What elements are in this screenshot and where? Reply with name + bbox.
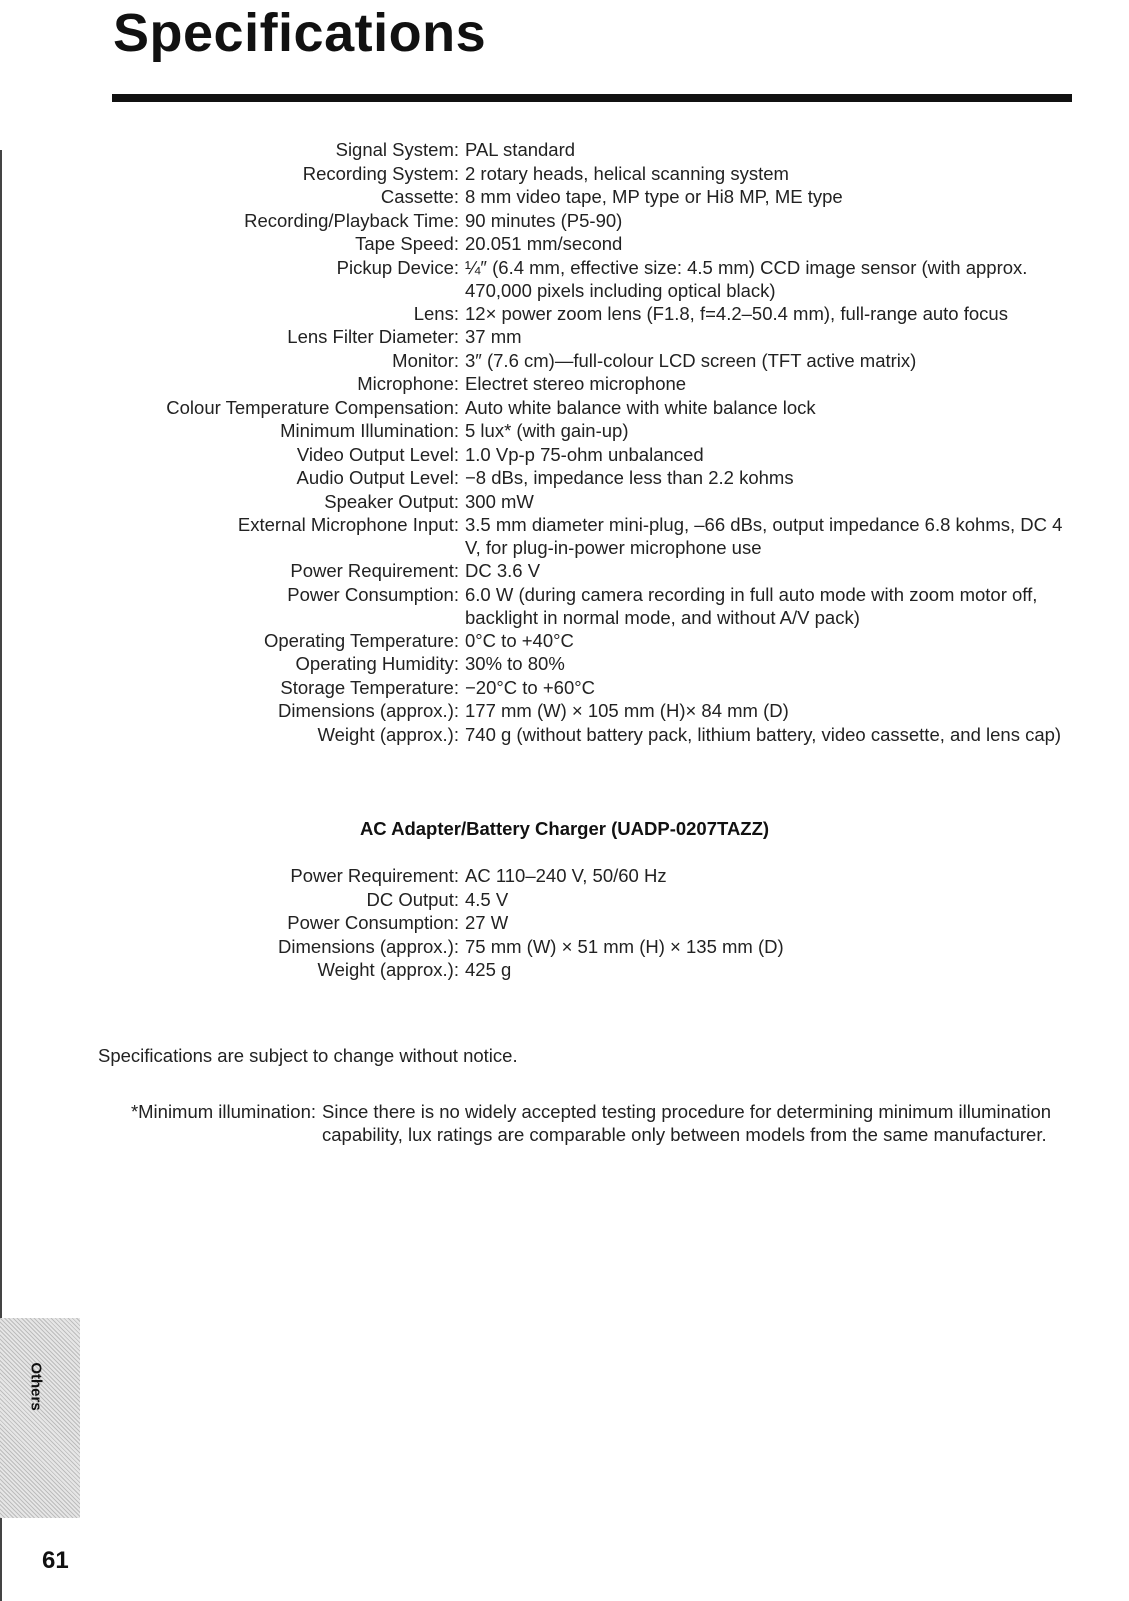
- spec-label: Pickup Device:: [336, 256, 459, 278]
- spec-label: Signal System:: [335, 139, 459, 160]
- spec-row-speaker-output: [0, 490, 1129, 514]
- spec-label: Weight (approx.):: [317, 723, 459, 745]
- adapter-row-dc-output: [0, 888, 1129, 912]
- spec-label: Tape Speed:: [355, 233, 459, 254]
- spec-label: Speaker Output:: [324, 490, 459, 512]
- spec-value: Electret stereo microphone: [465, 373, 687, 394]
- spec-label: Weight (approx.):: [317, 959, 459, 980]
- spec-row-external-mic: [0, 513, 1129, 559]
- spec-label: External Microphone Input:: [237, 514, 459, 535]
- spec-value: AC 110–240 V, 50/60 Hz: [465, 865, 667, 886]
- adapter-row-power-requirement: [0, 864, 1129, 888]
- spec-value: 8 mm video tape, MP type or Hi8 MP, ME type: [465, 186, 843, 207]
- camera-spec-list: [0, 138, 1129, 746]
- spec-label: Dimensions (approx.):: [278, 700, 459, 721]
- adapter-row-power-consumption: [0, 911, 1129, 935]
- side-tab-text: Others: [27, 1362, 45, 1411]
- spec-value: 3″ (7.6 cm)—full-colour LCD screen (TFT active matrix): [465, 349, 917, 371]
- spec-row-lens-filter: [0, 325, 1129, 349]
- spec-value: PAL standard: [465, 139, 576, 160]
- spec-label: Operating Humidity:: [295, 653, 459, 674]
- spec-label: Dimensions (approx.):: [278, 935, 459, 957]
- spec-row-storage-temperature: [0, 676, 1129, 700]
- spec-label: Storage Temperature:: [280, 676, 459, 698]
- spec-value: 5 lux* (with gain-up): [465, 420, 629, 441]
- spec-label: Power Requirement:: [290, 865, 459, 886]
- spec-value: 90 minutes (P5-90): [465, 209, 623, 231]
- spec-value: 20.051 mm/second: [465, 233, 623, 254]
- spec-value: 37 mm: [465, 326, 522, 347]
- spec-value: −20°C to +60°C: [465, 676, 595, 698]
- spec-label: Recording/Playback Time:: [244, 209, 459, 231]
- spec-value: 0°C to +40°C: [465, 629, 574, 651]
- title-rule: [112, 94, 1072, 102]
- footnote-text: Since there is no widely accepted testing procedure for determining minimum illumination capability, lux ratings are comparable only between models from the same manufacturer.: [322, 1101, 1052, 1145]
- spec-label: Operating Temperature:: [263, 629, 459, 651]
- spec-value: 3.5 mm diameter mini-plug, –66 dBs, output impedance 6.8 kohms, DC 4 V, for plug-in-power microphone use: [465, 514, 1063, 558]
- adapter-row-dimensions: [0, 935, 1129, 959]
- spec-row-power-consumption: [0, 583, 1129, 629]
- spec-label: Cassette:: [380, 186, 459, 207]
- spec-label: Minimum Illumination:: [280, 420, 459, 441]
- spec-row-dimensions: [0, 699, 1129, 723]
- footnote-label: *Minimum illumination:: [130, 1101, 316, 1122]
- spec-label: Power Requirement:: [290, 560, 459, 581]
- spec-row-power-requirement: [0, 559, 1129, 583]
- spec-row-monitor: [0, 349, 1129, 373]
- spec-value: Auto white balance with white balance lock: [465, 396, 816, 418]
- spec-row-video-output: [0, 443, 1129, 467]
- page-number: 61: [42, 1547, 69, 1574]
- spec-value: DC 3.6 V: [465, 560, 541, 581]
- spec-value: 300 mW: [465, 490, 534, 512]
- spec-value: 740 g (without battery pack, lithium battery, video cassette, and lens cap): [465, 723, 1062, 745]
- footnote-row: [0, 1100, 1129, 1146]
- spec-row-recording-time: [0, 209, 1129, 233]
- spec-value: 4.5 V: [465, 888, 509, 910]
- spec-row-operating-humidity: [0, 652, 1129, 676]
- spec-value: 425 g: [465, 959, 512, 980]
- spec-label: Microphone:: [357, 373, 459, 394]
- spec-value: −8 dBs, impedance less than 2.2 kohms: [465, 467, 794, 488]
- spec-value: 1.0 Vp-p 75-ohm unbalanced: [465, 443, 704, 465]
- spec-row-cassette: [0, 185, 1129, 209]
- section-side-tab: [0, 1318, 80, 1518]
- spec-row-weight: [0, 723, 1129, 747]
- spec-label: Video Output Level:: [296, 443, 459, 465]
- adapter-spec-list: [0, 864, 1129, 982]
- spec-value: 12× power zoom lens (F1.8, f=4.2–50.4 mm), full-range auto focus: [465, 302, 1008, 324]
- spec-value: ¼″ (6.4 mm, effective size: 4.5 mm) CCD image sensor (with approx. 470,000 pixels including optical black): [465, 256, 1028, 301]
- spec-row-operating-temperature: [0, 629, 1129, 653]
- spec-label: DC Output:: [366, 888, 459, 910]
- spec-label: Colour Temperature Compensation:: [166, 396, 459, 418]
- illumination-footnote: [0, 1100, 1129, 1146]
- spec-row-minimum-illumination: [0, 419, 1129, 443]
- spec-label: Power Consumption:: [287, 912, 459, 933]
- spec-row-lens: [0, 302, 1129, 326]
- spec-row-tape-speed: [0, 232, 1129, 256]
- change-notice: Specifications are subject to change without notice.: [98, 1045, 518, 1066]
- spec-label: Monitor:: [392, 349, 459, 371]
- adapter-section-heading: AC Adapter/Battery Charger (UADP-0207TAZZ): [359, 818, 770, 839]
- spec-value: 27 W: [465, 912, 509, 933]
- spec-row-audio-output: [0, 466, 1129, 490]
- spec-value: 75 mm (W) × 51 mm (H) × 135 mm (D): [465, 935, 784, 957]
- spec-label: Lens:: [413, 302, 459, 324]
- spec-row-signal-system: [0, 138, 1129, 162]
- page-title: Specifications: [113, 3, 487, 63]
- spec-label: Recording System:: [302, 162, 459, 184]
- adapter-row-weight: [0, 958, 1129, 982]
- spec-row-pickup-device: [0, 256, 1129, 302]
- spec-label: Power Consumption:: [287, 583, 459, 605]
- spec-value: 30% to 80%: [465, 653, 565, 674]
- spec-value: 177 mm (W) × 105 mm (H)× 84 mm (D): [465, 700, 789, 721]
- spec-row-microphone: [0, 372, 1129, 396]
- spec-row-recording-system: [0, 162, 1129, 186]
- spec-row-colour-temperature: [0, 396, 1129, 420]
- spec-label: Lens Filter Diameter:: [287, 326, 459, 347]
- spec-value: 2 rotary heads, helical scanning system: [465, 162, 789, 184]
- spec-label: Audio Output Level:: [296, 467, 459, 488]
- spec-value: 6.0 W (during camera recording in full auto mode with zoom motor off, backlight in normal mode, and without A/V pack): [465, 583, 1038, 628]
